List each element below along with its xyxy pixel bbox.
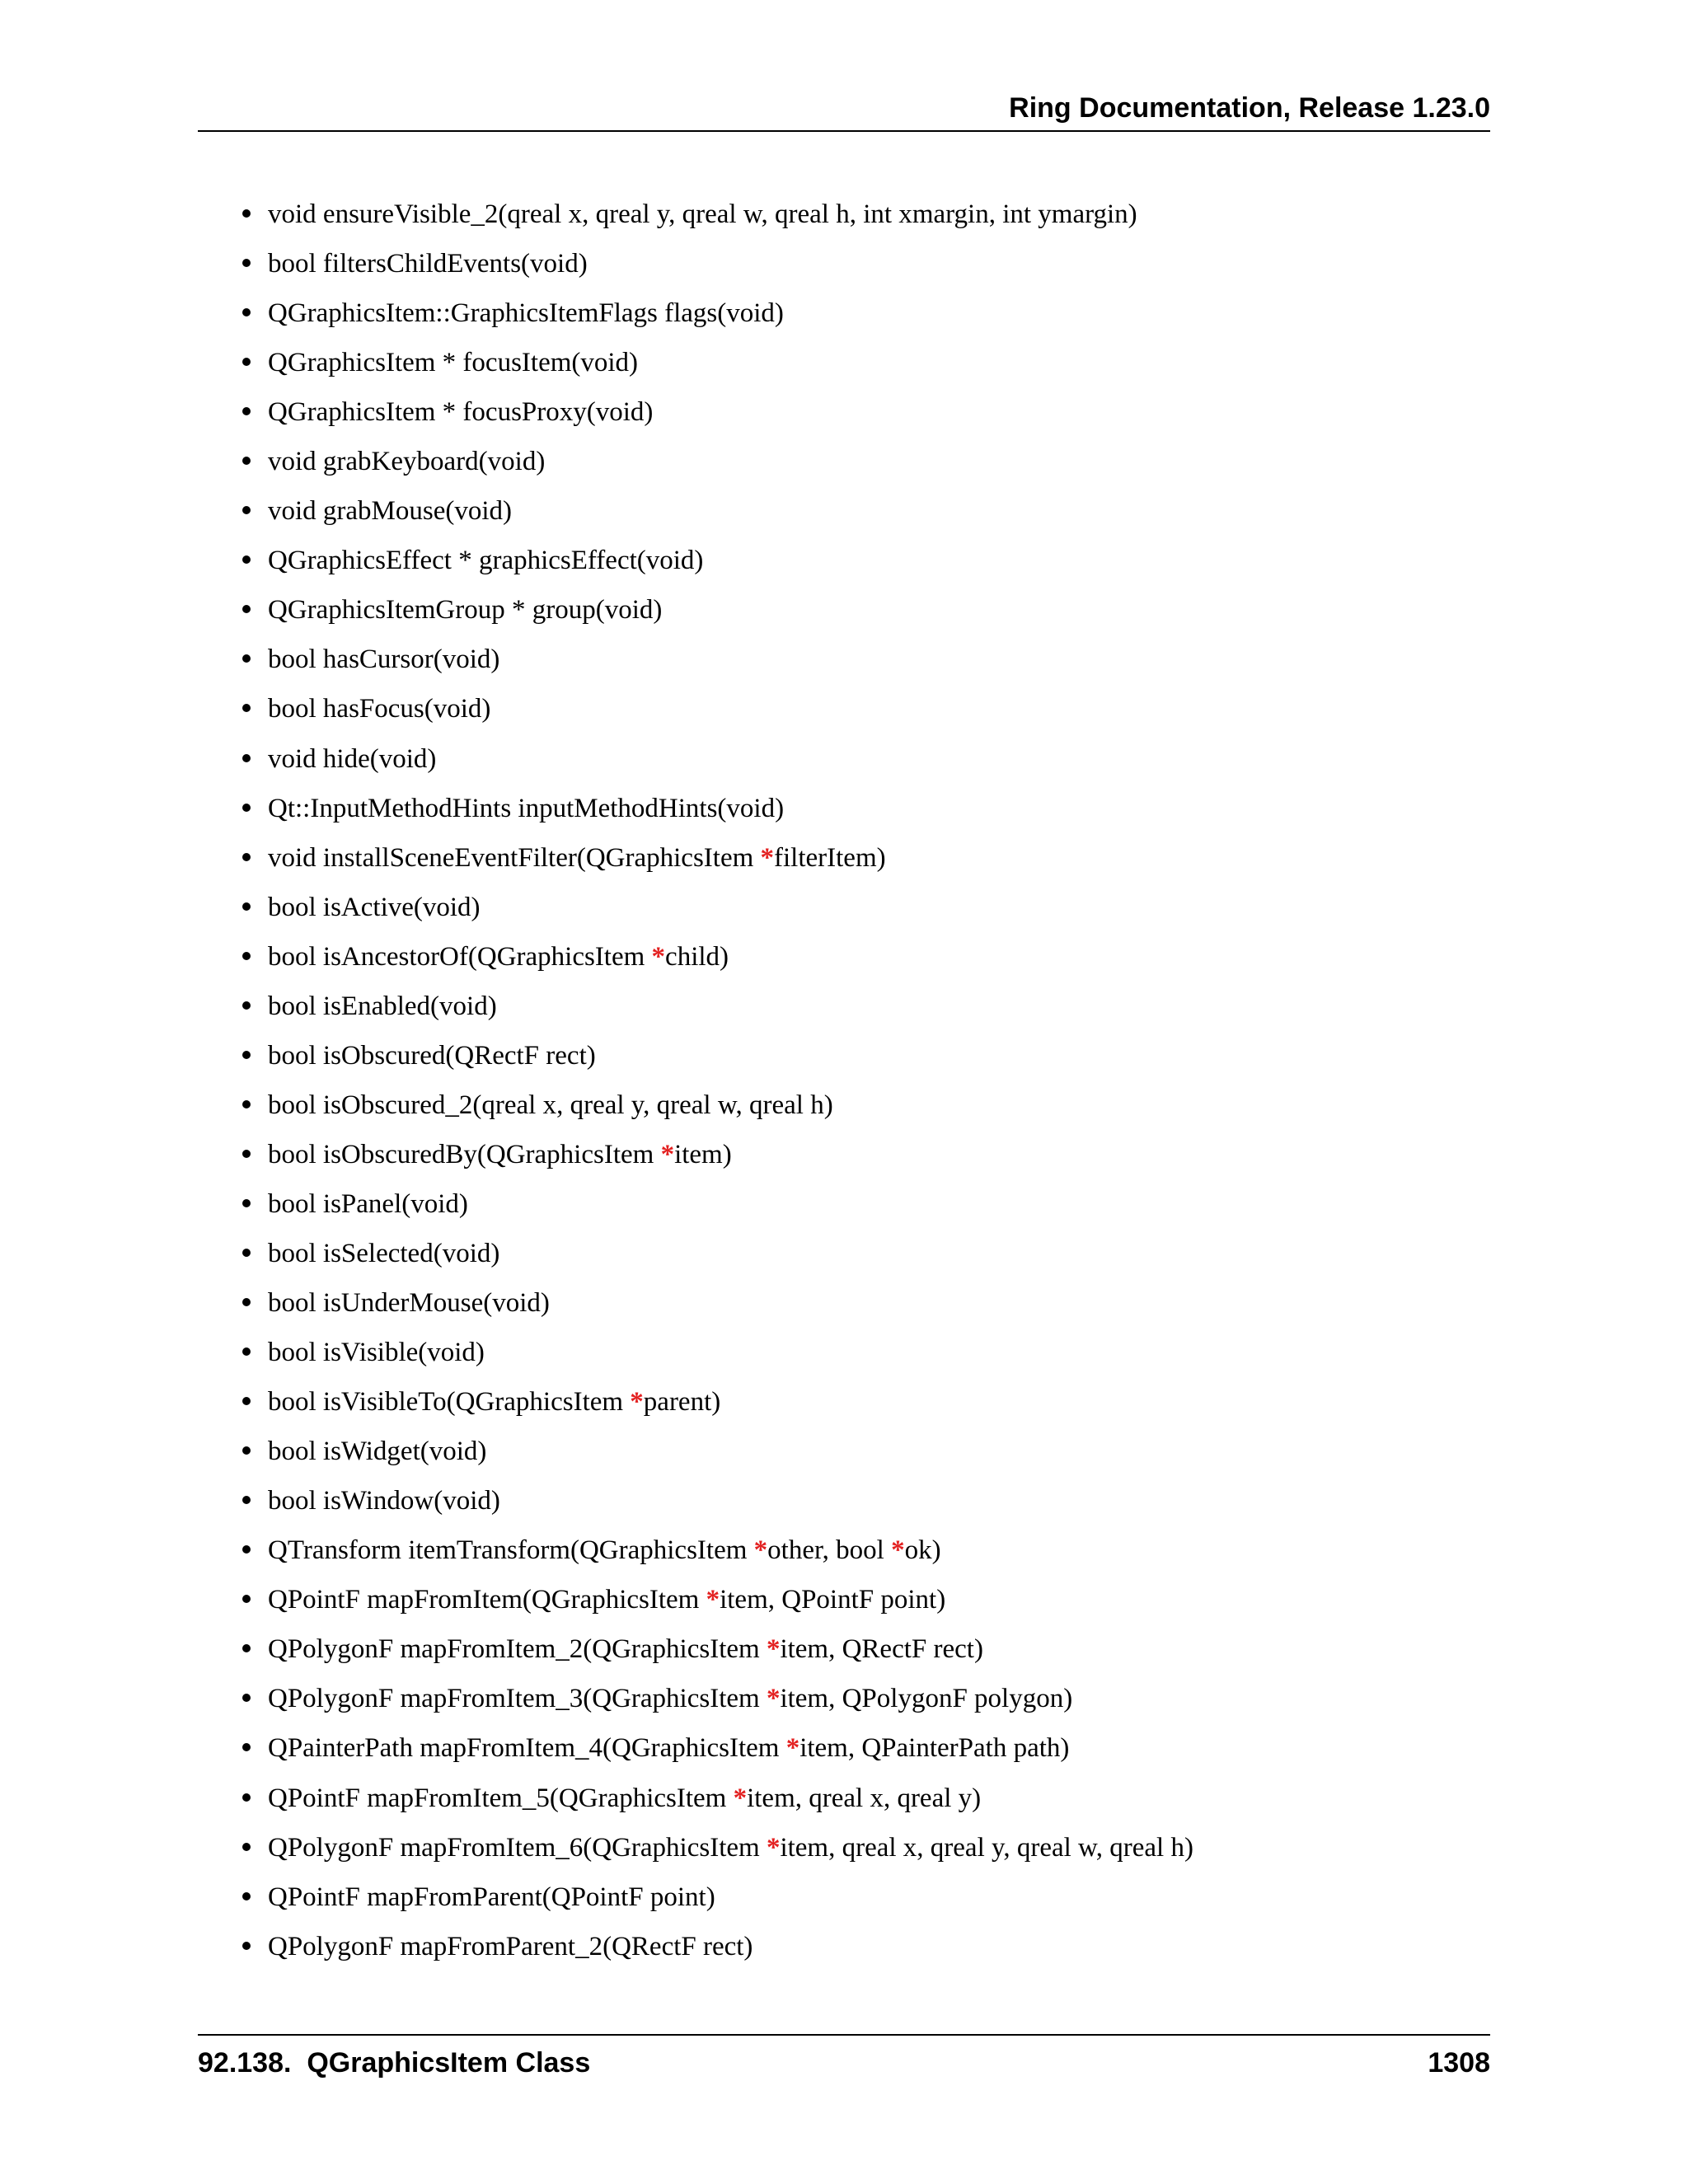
method-signature-text: QPolygonF mapFromItem_2(QGraphicsItem: [268, 1634, 767, 1665]
method-signature-text: QPainterPath mapFromItem_4(QGraphicsItem: [268, 1733, 786, 1764]
list-item: [239, 743, 1193, 792]
bullet-icon: [242, 209, 251, 218]
bullet-icon: [242, 804, 251, 812]
method-signature-text: bool isActive(void): [268, 892, 481, 922]
list-item: [239, 396, 1193, 445]
list-item: [239, 1237, 1193, 1286]
list-item: [239, 297, 1193, 346]
footer-page-number: 1308: [1428, 2047, 1490, 2079]
list-item: [239, 445, 1193, 494]
list-item: [239, 1534, 1193, 1583]
list-item: [239, 940, 1193, 990]
bullet-icon: [242, 1694, 251, 1702]
list-item: [239, 593, 1193, 643]
bullet-icon: [242, 1545, 251, 1554]
list-item: [239, 1286, 1193, 1336]
pointer-asterisk: *: [891, 1535, 905, 1566]
method-signature-text: QTransform itemTransform(QGraphicsItem: [268, 1535, 754, 1566]
bullet-icon: [242, 1347, 251, 1356]
pointer-asterisk: *: [760, 842, 775, 873]
bullet-icon: [242, 457, 251, 465]
method-signature-text: QPointF mapFromItem_5(QGraphicsItem: [268, 1783, 734, 1813]
list-item: [239, 692, 1193, 742]
method-signature-text: parent): [643, 1387, 721, 1418]
bullet-icon: [242, 1595, 251, 1603]
list-item: [239, 643, 1193, 692]
method-signature-text: bool isVisibleTo(QGraphicsItem: [268, 1387, 631, 1418]
pointer-asterisk: *: [733, 1783, 748, 1813]
list-item: [239, 1089, 1193, 1138]
list-item: [239, 1881, 1193, 1930]
pointer-asterisk: *: [766, 1634, 781, 1665]
bullet-icon: [242, 1843, 251, 1851]
list-item: [239, 1138, 1193, 1188]
method-signature-text: QGraphicsEffect * graphicsEffect(void): [268, 546, 704, 576]
method-signature-text: bool isEnabled(void): [268, 991, 497, 1021]
list-item: [239, 1682, 1193, 1732]
method-signature-text: QPolygonF mapFromItem_6(QGraphicsItem: [268, 1832, 767, 1863]
list-item: [239, 1435, 1193, 1484]
bullet-icon: [242, 1249, 251, 1257]
pointer-asterisk: *: [785, 1733, 800, 1764]
bullet-icon: [242, 1496, 251, 1504]
method-signature-text: item, QRectF rect): [780, 1634, 983, 1665]
list-item: [239, 1782, 1193, 1831]
bullet-icon: [242, 1150, 251, 1158]
method-signature-text: bool isVisible(void): [268, 1338, 485, 1368]
api-method-list: [239, 198, 1193, 1980]
pointer-asterisk: *: [630, 1387, 644, 1418]
list-item: [239, 1930, 1193, 1980]
list-item: [239, 891, 1193, 940]
bullet-icon: [242, 1644, 251, 1652]
pointer-asterisk: *: [706, 1585, 720, 1615]
bullet-icon: [242, 555, 251, 564]
list-item: [239, 1039, 1193, 1089]
list-item: [239, 792, 1193, 841]
method-signature-text: Qt::InputMethodHints inputMethodHints(void): [268, 793, 785, 823]
method-signature-text: void ensureVisible_2(qreal x, qreal y, qreal w, qreal h, int xmargin, int ymargin): [268, 199, 1137, 229]
pointer-asterisk: *: [651, 941, 666, 972]
bullet-icon: [242, 308, 251, 316]
method-signature-text: bool hasFocus(void): [268, 694, 491, 724]
method-signature-text: void grabKeyboard(void): [268, 447, 546, 477]
method-signature-text: item, QPointF point): [720, 1585, 946, 1615]
method-signature-text: QGraphicsItem * focusProxy(void): [268, 397, 654, 428]
method-signature-text: QPolygonF mapFromParent_2(QRectF rect): [268, 1931, 753, 1961]
list-item: [239, 1633, 1193, 1682]
pointer-asterisk: *: [766, 1832, 781, 1863]
method-signature-text: bool isSelected(void): [268, 1238, 500, 1268]
method-signature-text: filterItem): [774, 842, 886, 873]
bullet-icon: [242, 1793, 251, 1802]
list-item: [239, 990, 1193, 1039]
bullet-icon: [242, 358, 251, 366]
method-signature-text: bool isUnderMouse(void): [268, 1288, 550, 1319]
bullet-icon: [242, 754, 251, 762]
list-item: [239, 247, 1193, 297]
list-item: [239, 544, 1193, 593]
bullet-icon: [242, 902, 251, 911]
list-item: [239, 1336, 1193, 1385]
method-signature-text: void grabMouse(void): [268, 496, 513, 527]
pointer-asterisk: *: [660, 1139, 675, 1169]
pointer-asterisk: *: [753, 1535, 768, 1566]
bullet-icon: [242, 259, 251, 267]
method-signature-text: QPointF mapFromParent(QPointF point): [268, 1882, 715, 1912]
bullet-icon: [242, 952, 251, 960]
method-signature-text: QPointF mapFromItem(QGraphicsItem: [268, 1585, 706, 1615]
list-item: [239, 198, 1193, 247]
list-item: [239, 1188, 1193, 1237]
bullet-icon: [242, 704, 251, 712]
method-signature-text: ok): [904, 1535, 941, 1566]
method-signature-text: QPolygonF mapFromItem_3(QGraphicsItem: [268, 1684, 767, 1714]
method-signature-text: bool isWindow(void): [268, 1486, 500, 1516]
method-signature-text: void hide(void): [268, 743, 437, 774]
method-signature-text: item, QPainterPath path): [799, 1733, 1070, 1764]
method-signature-text: bool isPanel(void): [268, 1188, 468, 1219]
method-signature-text: bool filtersChildEvents(void): [268, 249, 588, 279]
bullet-icon: [242, 853, 251, 861]
bullet-icon: [242, 1446, 251, 1455]
bullet-icon: [242, 1001, 251, 1010]
method-signature-text: bool hasCursor(void): [268, 644, 500, 675]
bullet-icon: [242, 1892, 251, 1900]
method-signature-text: bool isObscuredBy(QGraphicsItem: [268, 1139, 661, 1169]
method-signature-text: void installSceneEventFilter(QGraphicsItem: [268, 842, 761, 873]
bullet-icon: [242, 1100, 251, 1108]
bullet-icon: [242, 605, 251, 613]
list-item: [239, 494, 1193, 544]
bullet-icon: [242, 1743, 251, 1751]
method-signature-text: QGraphicsItemGroup * group(void): [268, 595, 663, 626]
method-signature-text: item, QPolygonF polygon): [780, 1684, 1073, 1714]
list-item: [239, 1385, 1193, 1435]
bullet-icon: [242, 1051, 251, 1059]
method-signature-text: QGraphicsItem::GraphicsItemFlags flags(void): [268, 298, 784, 329]
bullet-icon: [242, 407, 251, 415]
method-signature-text: other, bool: [767, 1535, 892, 1566]
method-signature-text: item): [674, 1139, 732, 1169]
method-signature-text: QGraphicsItem * focusItem(void): [268, 348, 639, 378]
list-item: [239, 1484, 1193, 1534]
footer-section-title: 92.138. QGraphicsItem Class: [198, 2047, 591, 2079]
method-signature-text: bool isAncestorOf(QGraphicsItem: [268, 941, 652, 972]
page-header: [198, 89, 1490, 132]
pointer-asterisk: *: [766, 1684, 781, 1714]
header-title: Ring Documentation, Release 1.23.0: [1009, 92, 1490, 124]
method-signature-text: item, qreal x, qreal y, qreal w, qreal h): [780, 1832, 1193, 1863]
method-signature-text: bool isObscured_2(qreal x, qreal y, qreal w, qreal h): [268, 1090, 833, 1120]
list-item: [239, 841, 1193, 891]
bullet-icon: [242, 1942, 251, 1950]
method-signature-text: item, qreal x, qreal y): [747, 1783, 982, 1813]
bullet-icon: [242, 506, 251, 514]
method-signature-text: bool isObscured(QRectF rect): [268, 1040, 596, 1071]
bullet-icon: [242, 1298, 251, 1306]
list-item: [239, 1831, 1193, 1881]
page-footer: [198, 2034, 1490, 2100]
list-item: [239, 1583, 1193, 1633]
bullet-icon: [242, 1397, 251, 1405]
bullet-icon: [242, 654, 251, 663]
list-item: [239, 1732, 1193, 1781]
bullet-icon: [242, 1199, 251, 1207]
list-item: [239, 346, 1193, 396]
method-signature-text: child): [665, 941, 729, 972]
method-signature-text: bool isWidget(void): [268, 1436, 487, 1467]
